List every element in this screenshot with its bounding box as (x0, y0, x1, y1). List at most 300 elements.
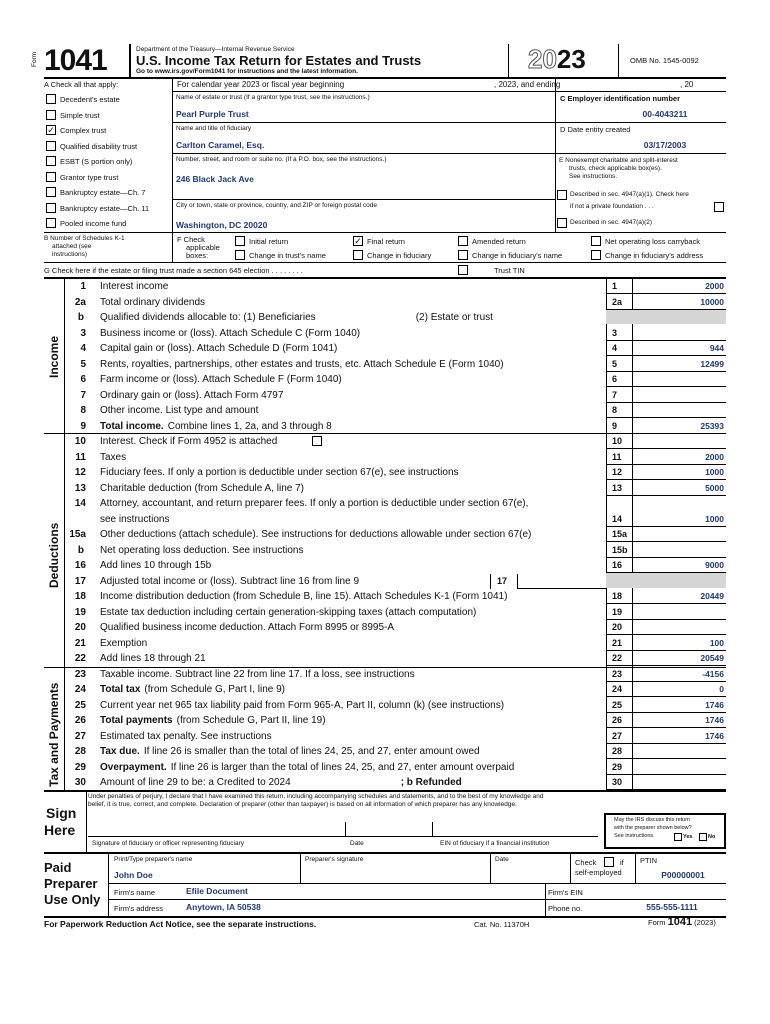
line-description (100, 357, 504, 372)
leader-dots (280, 729, 600, 744)
line-26-amount[interactable]: 1746 (632, 713, 726, 728)
line-18-amount[interactable]: 20449 (632, 589, 726, 604)
line-description (100, 326, 360, 341)
line-description (100, 589, 507, 604)
tax-year-bold: 23 (556, 44, 586, 74)
line-description-text: Income distribution deduction (from Schedule B, line 15). Attach Schedules K-1 (Form 1041) (100, 591, 508, 602)
line-17-inner-box: 17 (490, 574, 518, 589)
firm-address-label: Firm's address (114, 904, 163, 913)
sec-4947a1-label: Described in sec. 4947(a)(1). Check here (570, 191, 689, 198)
estate-name-value[interactable]: Pearl Purple Trust (176, 109, 249, 119)
line-description-cont: (from Schedule G, Part I, line 9) (144, 684, 286, 695)
irs-discuss-line-3: See instructions. (614, 833, 655, 839)
line-19-amount[interactable] (632, 605, 726, 620)
section-a-checkbox-5[interactable] (46, 172, 56, 182)
section-a-label-4: ESBT (S portion only) (60, 157, 133, 166)
footer-form-number: 1041 (667, 916, 693, 928)
leader-dots (134, 450, 600, 465)
line-15a-box-label: 15a (606, 527, 632, 542)
line-description (100, 310, 493, 325)
line-28-amount[interactable] (632, 744, 726, 759)
leader-dots (334, 713, 600, 728)
change-fiduciary-address-label: Change in fiduciary's address (605, 251, 704, 260)
change-trust-name-checkbox[interactable] (235, 250, 245, 260)
line-description (100, 496, 528, 511)
irs-discuss-line-1: May the IRS discuss this return (614, 817, 691, 823)
line-3-amount[interactable] (632, 326, 726, 341)
irs-discuss-yes-checkbox[interactable] (674, 833, 682, 841)
leader-dots (515, 589, 600, 604)
line-number: 28 (74, 746, 86, 757)
irs-discuss-box (604, 813, 726, 849)
phone-value[interactable]: 555-555-1111 (646, 902, 698, 912)
section-a-label-3: Qualified disability trust (60, 141, 138, 151)
leader-dots (512, 698, 600, 713)
section-a-checkbox-0[interactable] (46, 94, 56, 104)
line-description-cont: see instructions (100, 513, 170, 525)
line-15a-amount[interactable] (632, 527, 726, 542)
line-number: 3 (80, 327, 86, 339)
line-number: 13 (74, 482, 86, 494)
estate-name-label: Name of estate or trust (If a grantor type trust, see the instructions.) (176, 94, 370, 101)
line-7-box-label: 7 (606, 388, 632, 403)
paid-title: Paid (44, 860, 72, 875)
fiduciary-value[interactable]: Carlton Caramel, Esq. (176, 140, 265, 150)
preparer-name-value[interactable]: John Doe (114, 870, 153, 880)
change-fiduciary-address-checkbox[interactable] (591, 250, 601, 260)
leader-dots (176, 279, 600, 294)
section-a-label-8: Pooled income fund (60, 219, 127, 228)
line-description-text: Total income. (100, 420, 164, 432)
city-label: City or town, state or province, country, and ZIP or foreign postal code (176, 202, 377, 209)
section-a-title: A Check all that apply: (44, 80, 119, 89)
leader-dots (522, 760, 600, 775)
line-number: b (77, 312, 84, 323)
irs-discuss-line-2: with the preparer shown below? (614, 825, 692, 831)
section-a-checkbox-8[interactable] (46, 218, 56, 228)
line-number: 10 (74, 436, 86, 447)
line-description (100, 713, 326, 728)
income-side-label: Income (47, 335, 61, 378)
calendar-and-ending: , 2023, and ending (494, 80, 561, 89)
section-a-checkbox-2[interactable]: ✓ (47, 125, 55, 135)
firm-address-value[interactable]: Anytown, IA 50538 (186, 902, 261, 912)
line-description (100, 574, 359, 589)
change-fiduciary-name-label: Change in fiduciary's name (472, 251, 563, 260)
final-return-checkbox[interactable]: ✓ (354, 236, 362, 246)
line-13-box-label: 13 (606, 481, 632, 496)
line-description-text: Interest. Check if Form 4952 is attached (100, 436, 278, 447)
line-number: 9 (80, 420, 86, 432)
line-description-cont: If line 26 is larger than the total of lines 24, 25, and 27, enter amount overpaid (170, 761, 515, 773)
tax-year-outline: 20 (528, 44, 557, 74)
line-description (100, 419, 332, 434)
line-20-amount[interactable] (632, 620, 726, 635)
line-number: 16 (74, 560, 86, 571)
line-description-text: Taxable income. Subtract line 22 from line 17. If a loss, see instructions (100, 668, 415, 680)
line-description-text: Total payments (100, 715, 173, 726)
line-30-box-label: 30 (606, 775, 632, 790)
private-foundation-label: if not a private foundation . . . (570, 203, 654, 210)
section-f-line-2: applicable (186, 243, 220, 252)
address-value[interactable]: 246 Black Jack Ave (176, 174, 254, 184)
line-description-text: Other deductions (attach schedule). See instructions for deductions allowable under section 67(e) (100, 529, 532, 540)
line-b-amount[interactable] (632, 543, 726, 558)
date-created-value[interactable]: 03/17/2003 (643, 140, 687, 150)
footer-form-year: (2023) (694, 918, 716, 927)
line-description-text: Adjusted total income or (loss). Subtract line 16 from line 9 (100, 575, 360, 587)
line-21-box-label: 21 (606, 636, 632, 651)
line-6-box-label: 6 (606, 372, 632, 387)
line-description-cont: ; b Refunded (400, 777, 462, 788)
leader-dots (368, 326, 600, 341)
line-19-box-label: 19 (606, 605, 632, 620)
line-description (100, 651, 206, 666)
fiduciary-label: Name and title of fiduciary (176, 125, 252, 132)
firm-name-label: Firm's name (114, 888, 156, 897)
footer-paperwork-notice: For Paperwork Reduction Act Notice, see the separate instructions. (44, 919, 317, 929)
change-trust-name-label: Change in trust's name (249, 251, 326, 260)
final-return-label: Final return (367, 237, 405, 246)
line-2a-amount[interactable]: 10000 (632, 295, 726, 310)
trust-tin-label: Trust TIN (494, 266, 525, 275)
leader-dots (312, 481, 600, 496)
footer-cat-number: Cat. No. 11370H (474, 920, 530, 929)
line-number: 7 (80, 389, 86, 401)
line-number: 4 (80, 343, 86, 354)
line-description-text: Interest income (100, 281, 169, 292)
leader-dots (484, 605, 600, 620)
line-description (100, 775, 462, 790)
line-number: 5 (80, 358, 86, 370)
line-description-text: Total tax (100, 684, 141, 695)
line-number: 27 (74, 730, 86, 742)
line-3-box-label: 3 (606, 326, 632, 341)
line-description (100, 279, 168, 294)
section-645-checkbox[interactable] (458, 265, 468, 275)
line-14-box-label: 14 (606, 512, 632, 527)
preparer-if-label: if (620, 858, 624, 867)
section-a-label-5: Grantor type trust (60, 172, 119, 182)
line-16-amount[interactable]: 9000 (632, 558, 726, 573)
leader-dots (177, 512, 600, 527)
line-22-amount[interactable]: 20549 (632, 651, 726, 666)
leader-dots (512, 357, 600, 372)
leader-dots (402, 620, 600, 635)
line-25-amount[interactable]: 1746 (632, 698, 726, 713)
line-number: 26 (74, 715, 86, 726)
change-fiduciary-label: Change in fiduciary (367, 251, 432, 260)
section-a-checkbox-7[interactable] (46, 203, 56, 213)
line-10-amount[interactable] (632, 434, 726, 449)
line-description (100, 465, 459, 480)
footer-form-word: Form (648, 918, 666, 927)
line-number: 6 (80, 374, 86, 385)
line-30-amount[interactable] (632, 775, 726, 790)
line-number: 22 (74, 653, 86, 664)
preparer-signature-label: Preparer's signature (305, 856, 364, 863)
line-description (100, 481, 304, 496)
form-number: 1041 (44, 44, 107, 77)
line-14-row (44, 496, 604, 511)
line-description-text: Exemption (100, 637, 148, 649)
line-11-amount[interactable]: 2000 (632, 450, 726, 465)
section-a-label-1: Simple trust (60, 110, 100, 120)
line-description-text: Attorney, accountant, and return preparer fees. If only a portion is deductible under section 67(e), (100, 498, 529, 509)
phone-label: Phone no. (548, 904, 583, 913)
line-8-box-label: 8 (606, 403, 632, 418)
footer-form-ref (648, 918, 716, 927)
firm-name-value[interactable]: Efile Document (186, 886, 248, 896)
line-number: 2a (74, 296, 86, 308)
tax-payments-side-label: Tax and Payments (47, 682, 61, 787)
goto-instructions: Go to www.irs.gov/Form1041 for instructions and the latest information. (136, 68, 358, 75)
self-employed-checkbox[interactable] (604, 857, 614, 867)
address-label: Number, street, and room or suite no. (If a P.O. box, see the instructions.) (176, 156, 387, 163)
line-description-text: Business income or (loss). Attach Schedule C (Form 1040) (100, 327, 361, 339)
preparer-check-label: Check (575, 858, 597, 867)
section-a-checkbox-6[interactable] (46, 187, 56, 197)
line-description-text: Net operating loss deduction. See instructions (100, 544, 304, 556)
line-description-text: Tax due. (100, 746, 140, 757)
leader-dots (423, 667, 600, 682)
line-description-cont: (2) Estate or trust (415, 312, 493, 323)
line-description (100, 341, 337, 356)
amended-return-checkbox[interactable] (458, 236, 468, 246)
line-description (100, 605, 476, 620)
leader-dots (488, 744, 600, 759)
line-27-amount[interactable]: 1746 (632, 729, 726, 744)
line-description-cont: Combine lines 1, 2a, and 3 through 8 (167, 420, 332, 432)
line-8-amount[interactable] (632, 403, 726, 418)
sec-4947a2-label: Described in sec. 4947(a)(2) (570, 219, 653, 226)
fiduciary-signature-label: Signature of fiduciary or officer representing fiduciary (92, 840, 244, 847)
section-a-label-0: Decedent's estate (60, 95, 120, 104)
line-23-box-label: 23 (606, 667, 632, 682)
line-b-box-label: 15b (606, 543, 632, 558)
sec-4947a1-checkbox[interactable] (557, 190, 567, 200)
tax-year (528, 44, 586, 75)
date-created-label: D Date entity created (560, 125, 631, 134)
line-24-box-label: 24 (606, 682, 632, 697)
line-description (100, 543, 303, 558)
line-number: 25 (74, 699, 86, 711)
line-description (100, 698, 504, 713)
deductions-side-label: Deductions (47, 522, 61, 588)
line-description-text: Ordinary gain or (loss). Attach Form 4797 (100, 389, 284, 401)
line-6-amount[interactable] (632, 372, 726, 387)
line-9-amount[interactable]: 25393 (632, 419, 726, 434)
line-number: b (77, 544, 84, 556)
initial-return-label: Initial return (249, 237, 289, 246)
line-description (100, 372, 342, 387)
change-fiduciary-checkbox[interactable] (353, 250, 363, 260)
irs-discuss-yes-label: Yes (683, 834, 693, 840)
line-24-amount[interactable]: 0 (632, 682, 726, 697)
line-description-text: Other income. List type and amount (100, 405, 259, 416)
line-description-text: Add lines 10 through 15b (100, 560, 212, 571)
line-20-box-label: 20 (606, 620, 632, 635)
line-number: 30 (74, 777, 86, 788)
leader-dots (155, 636, 600, 651)
section-b-line-1: B Number of Schedules K-1 (44, 235, 125, 242)
leader-dots (350, 372, 600, 387)
line-29-row (44, 760, 604, 775)
line-description-text: Add lines 18 through 21 (100, 653, 206, 664)
irs-discuss-no-checkbox[interactable] (699, 833, 707, 841)
form-label: Form (31, 51, 38, 67)
line-30-row (44, 775, 604, 790)
sec-4947a2-checkbox[interactable] (557, 218, 567, 228)
sign-title-1: Sign (46, 805, 77, 821)
line-9-box-label: 9 (606, 419, 632, 434)
city-value[interactable]: Washington, DC 20020 (176, 220, 268, 230)
line-number: 21 (74, 637, 86, 649)
line-number: 20 (74, 622, 86, 633)
line-description (100, 295, 205, 310)
line-description (100, 729, 272, 744)
line-10-box-label: 10 (606, 434, 632, 449)
private-foundation-checkbox[interactable] (714, 202, 724, 212)
leader-dots (539, 527, 600, 542)
line-1-box-label: 1 (606, 279, 632, 294)
line-21-amount[interactable]: 100 (632, 636, 726, 651)
nol-carryback-label: Net operating loss carryback (605, 237, 701, 246)
calendar-end-year: , 20 (680, 80, 694, 89)
section-a-label-2: Complex trust (60, 126, 107, 135)
line-4-amount[interactable]: 944 (632, 341, 726, 356)
perjury-text-2: belief, it is true, correct, and complete. Declaration of preparer (other than taxpayer) is based on all information of which preparer has any knowledge. (88, 801, 517, 808)
line-number: 19 (74, 606, 86, 618)
line-description-text: Total ordinary dividends (100, 296, 206, 308)
line-description (100, 760, 514, 775)
line-5-amount[interactable]: 12499 (632, 357, 726, 372)
line-28-box-label: 28 (606, 744, 632, 759)
line-number: 23 (74, 668, 86, 680)
line-number: 29 (74, 761, 86, 773)
section-a-checkbox-1[interactable] (46, 110, 56, 120)
line-number: 11 (75, 451, 86, 463)
line-b-row (44, 310, 604, 325)
line-description-text: Qualified business income deduction. Attach Form 8995 or 8995-A (100, 622, 395, 633)
preparer-title: Preparer (44, 876, 98, 891)
ptin-value[interactable]: P00000001 (661, 870, 705, 880)
line-14-amount[interactable]: 1000 (632, 512, 726, 527)
line-27-box-label: 27 (606, 729, 632, 744)
line-16-box-label: 16 (606, 558, 632, 573)
line-8-row (44, 403, 604, 418)
section-f-line-3: boxes: (186, 251, 209, 260)
line-description (100, 667, 415, 682)
line-22-box-label: 22 (606, 651, 632, 666)
preparer-name-label: Print/Type preparer's name (114, 856, 193, 863)
line-description (100, 527, 531, 542)
irs-discuss-no-label: No (708, 834, 716, 840)
line-number: 8 (80, 405, 86, 416)
self-employed-label: self-employed (575, 868, 622, 877)
line-b-row (44, 543, 604, 558)
ein-financial-label: EIN of fiduciary if a financial institution (440, 840, 550, 847)
section-g-text: G Check here if the estate or filing trust made a section 645 election . . . . . . . . (44, 266, 303, 275)
section-e-label-3: See instructions. (569, 173, 618, 180)
line-description (100, 450, 126, 465)
line-number: 12 (74, 467, 86, 478)
line-11-box-label: 11 (606, 450, 632, 465)
sign-date-label: Date (350, 840, 364, 847)
line-description (100, 744, 480, 759)
section-a-checkbox-4[interactable] (46, 156, 56, 166)
ein-value[interactable]: 00-4043211 (642, 109, 688, 119)
initial-return-checkbox[interactable] (235, 236, 245, 246)
line-29-box-label: 29 (606, 760, 632, 775)
line-description-text: Rents, royalties, partnerships, other estates and trusts, etc. Attach Schedule E (Form 1040) (100, 358, 504, 370)
line-description-text: Estate tax deduction including certain generation-skipping taxes (attach computation) (100, 606, 477, 618)
line-23-amount[interactable]: -4156 (632, 667, 726, 682)
line-13-amount[interactable]: 5000 (632, 481, 726, 496)
line-description (100, 403, 258, 418)
line-description (100, 434, 277, 449)
line-description-text: Current year net 965 tax liability paid from Form 965-A, Part II, column (k) (see instructions) (100, 699, 505, 711)
line-number: 15a (69, 529, 86, 540)
leader-dots (293, 682, 600, 697)
line-description-text: Amount of line 29 to be: a Credited to 2024 (100, 777, 291, 788)
section-b-line-2: attached (see (52, 243, 92, 250)
section-e-label-2: trusts, check applicable box(es). (569, 165, 662, 172)
line-description-text: Capital gain or (loss). Attach Schedule D (Form 1041) (100, 343, 338, 354)
leader-dots (214, 651, 600, 666)
line-2a-box-label: 2a (606, 295, 632, 310)
line-number: 14 (74, 498, 86, 509)
amended-return-label: Amended return (472, 237, 526, 246)
nol-carryback-checkbox[interactable] (591, 236, 601, 246)
line-12-amount[interactable]: 1000 (632, 465, 726, 480)
section-a-checkbox-3[interactable] (46, 141, 56, 151)
line-number: 17 (74, 575, 86, 587)
change-fiduciary-name-checkbox[interactable] (458, 250, 468, 260)
line-1-amount[interactable]: 2000 (632, 279, 726, 294)
perjury-text-1: Under penalties of perjury, I declare that I have examined this return, including accompanying schedules and statements, and to the best of my knowledge and (88, 793, 544, 800)
leader-dots (345, 341, 600, 356)
line-description (100, 620, 394, 635)
line-25-box-label: 25 (606, 698, 632, 713)
line-description (100, 558, 211, 573)
sign-title-2: Here (44, 822, 76, 838)
line-description-text: Estimated tax penalty. See instructions (100, 730, 272, 742)
section-a-label-7: Bankruptcy estate—Ch. 11 (60, 203, 150, 213)
leader-dots (219, 558, 600, 573)
line-description (100, 682, 285, 697)
preparer-date-label: Date (495, 856, 509, 863)
line-description-text: Taxes (100, 451, 127, 463)
line-12-box-label: 12 (606, 465, 632, 480)
line-7-amount[interactable] (632, 388, 726, 403)
line-5-box-label: 5 (606, 357, 632, 372)
line-description-cont: (from Schedule G, Part II, line 19) (176, 715, 326, 726)
line-description-text: Overpayment. (100, 761, 167, 773)
leader-dots (285, 434, 600, 449)
line-26-box-label: 26 (606, 713, 632, 728)
line-15a-row (44, 527, 604, 542)
line-description-text: Qualified dividends allocable to: (1) Beneficiaries (100, 312, 316, 323)
line-29-amount[interactable] (632, 760, 726, 775)
line-number: 24 (74, 684, 86, 695)
line-number: 18 (74, 591, 86, 602)
section-e-label-1: E Nonexempt charitable and split-interest (559, 157, 678, 164)
line-description (100, 388, 283, 403)
calendar-year-text: For calendar year 2023 or fiscal year beginning (177, 80, 345, 89)
line-number: 1 (80, 281, 86, 292)
leader-dots (213, 295, 600, 310)
